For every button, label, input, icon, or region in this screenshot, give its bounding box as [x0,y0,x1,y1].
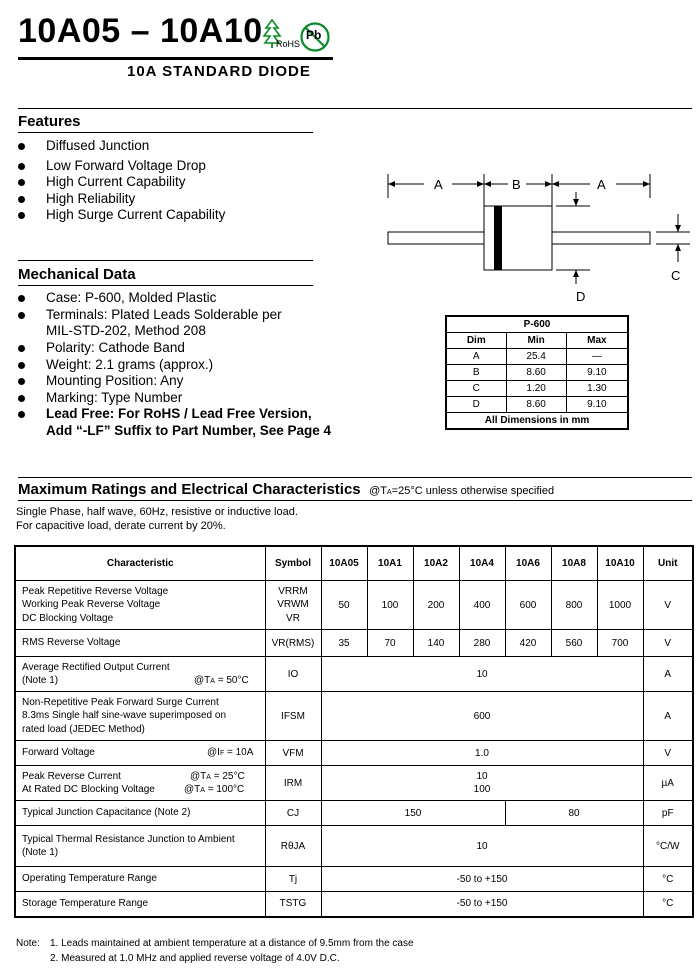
title-rule [18,57,333,60]
dim-label-a-right: A [597,177,606,192]
dim-label-b: B [512,177,521,192]
table-row: Average Rectified Output Current (Note 1) @TA = 50°C IO 10 A [15,657,693,692]
section-rule [18,477,692,478]
pb-free-logo [299,21,331,53]
table-row: Operating Temperature Range Tj -50 to +150 °C [15,867,693,892]
cathode-band [494,206,502,270]
section-rule [18,260,313,261]
rohs-label: RoHS [276,39,301,49]
ratings-note-2: For capacitive load, derate current by 20%. [16,520,226,532]
dim-label-a-left: A [434,177,443,192]
table-row: Non-Repetitive Peak Forward Surge Current 8.3ms Single half sine-wave superimposed on rated load (JEDEC Method) IFSM 600 A [15,692,693,741]
col-header: 10A10 [597,546,643,581]
features-heading: Features [18,113,81,130]
table-row: Typical Junction Capacitance (Note 2) CJ 150 80 pF [15,801,693,826]
col-header: 10A6 [505,546,551,581]
mechanical-heading: Mechanical Data [18,266,136,283]
footnote-1: 1. Leads maintained at ambient temperature at a distance of 9.5mm from the case [50,938,414,949]
dim-label-d: D [576,289,586,304]
ratings-heading: Maximum Ratings and Electrical Characteristics [18,481,361,498]
dim-header: Max [566,333,628,349]
pb-label: Pb [306,28,322,42]
footnote-2: 2. Measured at 1.0 MHz and applied reverse voltage of 4.0V D.C. [50,953,340,964]
table-row: Peak Reverse Current @TA = 25°C At Rated DC Blocking Voltage @TA = 100°C IRM 10 100 µA [15,766,693,801]
table-row: Forward Voltage @IF = 10A VFM 1.0 V [15,741,693,766]
col-header: 10A05 [321,546,367,581]
ratings-heading-row [18,481,554,499]
table-row: B 8.60 9.10 [446,365,628,381]
section-rule [18,108,692,109]
footnote-prefix: Note: [16,938,40,949]
table-row: Storage Temperature Range TSTG -50 to +150 °C [15,892,693,917]
ratings-condition: @TA=25°C unless otherwise specified [369,485,555,497]
table-row: C 1.20 1.30 [446,381,628,397]
rohs-logo [262,18,301,50]
section-rule [18,500,692,501]
col-header: 10A1 [367,546,413,581]
dim-header: Dim [446,333,506,349]
col-header: Symbol [265,546,321,581]
col-header: 10A8 [551,546,597,581]
dim-table-footer: All Dimensions in mm [446,413,628,430]
table-row: A 25.4 — [446,349,628,365]
table-row: D 8.60 9.10 [446,397,628,413]
dim-header: Min [506,333,566,349]
section-rule [18,285,313,286]
table-row: Peak Repetitive Reverse Voltage Working Peak Reverse Voltage DC Blocking Voltage VRRM VRWM VR 50 100 200 400 600 800 1000 V [15,581,693,630]
col-header: Characteristic [15,546,265,581]
page-title: 10A05 – 10A10 [18,12,263,50]
page-subtitle: 10A STANDARD DIODE [127,63,311,80]
section-rule [18,132,313,133]
table-header-row [15,546,693,581]
table-row: RMS Reverse Voltage VR(RMS) 35 70 140 280 420 560 700 V [15,630,693,657]
ratings-table [14,545,694,918]
table-row: Typical Thermal Resistance Junction to Ambient (Note 1) RθJA 10 °C/W [15,826,693,867]
package-outline-diagram [380,170,692,310]
col-header: 10A2 [413,546,459,581]
dim-table-title: P-600 [446,316,628,333]
col-header: 10A4 [459,546,505,581]
dimension-table [445,315,629,430]
col-header: Unit [643,546,693,581]
dim-label-c: C [671,268,681,283]
ratings-note-1: Single Phase, half wave, 60Hz, resistive or inductive load. [16,506,298,518]
